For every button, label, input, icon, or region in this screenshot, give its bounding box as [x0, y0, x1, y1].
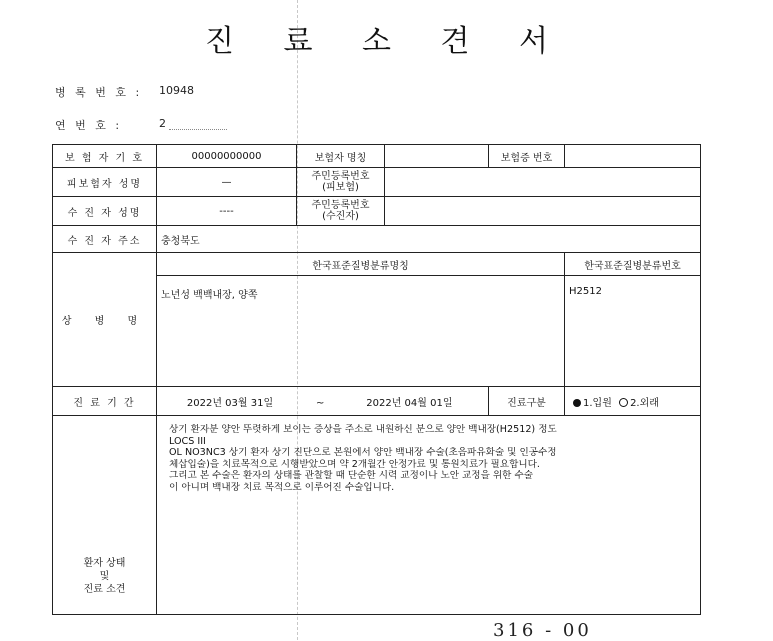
patient-address-label: 수 진 자 주소: [53, 226, 157, 253]
inpatient-option-label: 1.입원: [583, 397, 612, 409]
kcd-code-header: 한국표준질병분류번호: [565, 253, 701, 276]
insurer-code-value: 00000000000: [157, 145, 297, 168]
insurer-code-label: 보 험 자 기 호: [53, 145, 157, 168]
findings-line: 체삽입술)을 치료목적으로 시행받았으며 약 2개월간 안정가료 및 통원치료가 필요합니다.: [169, 458, 540, 470]
findings-line: 상기 환자분 양안 뚜렷하게 보이는 증상을 주소로 내원하신 분으로 양안 백내장(H2512) 정도: [169, 424, 557, 435]
diagnosis-header-row: [53, 253, 701, 276]
document-title: 진 료 소 견 서: [204, 24, 569, 59]
serial-number-label: 연 번 호 :: [55, 119, 123, 132]
findings-label: 환자 상태 및 진료 소견: [53, 416, 157, 615]
inpatient-radio: [573, 399, 581, 407]
patient-address-value: 충청북도: [157, 226, 701, 253]
medical-certificate-form: [52, 144, 701, 615]
stamp-number: 316 - 00: [493, 620, 592, 641]
period-row: [53, 387, 701, 416]
patient-name-label: 수 진 자 성명: [53, 197, 157, 226]
findings-line: LOCS III: [169, 435, 206, 447]
patient-rrn-label: 주민등록번호 (수진자): [297, 197, 385, 226]
serial-number-value: 2: [159, 117, 227, 130]
insured-rrn-label: 주민등록번호 (피보험): [297, 168, 385, 197]
period-from: 2022년 03월 31일: [186, 397, 274, 409]
period-to: 2022년 04월 01일: [366, 397, 453, 409]
findings-text: [157, 416, 701, 615]
diagnosis-name-value: 노년성 백백내장, 양쪽: [157, 276, 565, 387]
serial-number-row: [55, 117, 166, 133]
diagnosis-code-value: H2512: [565, 276, 701, 387]
insured-name-label: 피보험자 성명: [53, 168, 157, 197]
insured-name-value: —: [157, 168, 297, 197]
insurer-row: [53, 145, 701, 168]
care-type-options: [565, 387, 701, 416]
care-type-label: 진료구분: [489, 387, 565, 416]
patient-name-value: ----: [157, 197, 297, 226]
period-separator: ~: [315, 397, 325, 409]
findings-line: 이 아니며 백내장 치료 목적으로 이루어진 수술입니다.: [169, 481, 395, 493]
insured-row: [53, 168, 701, 197]
patient-rrn-value: [385, 197, 701, 226]
kcd-name-header: 한국표준질병분류명칭: [157, 253, 565, 276]
period-label: 진 료 기 간: [53, 387, 157, 416]
findings-line: 그리고 본 수술은 환자의 상태를 관찰할 때 단순한 시력 교정이나 노안 교정을 위한 수술: [169, 470, 534, 482]
findings-row: [53, 416, 701, 615]
insurance-number-label: 보험증 번호: [489, 145, 565, 168]
registration-number-label: 병 록 번 호 :: [55, 86, 143, 99]
patient-row: [53, 197, 701, 226]
diagnosis-label: 상 병 명: [53, 253, 157, 387]
registration-number-value: 10948: [159, 84, 194, 97]
outpatient-option-label: 2.외래: [630, 397, 659, 409]
period-value: [157, 387, 489, 416]
address-row: [53, 226, 701, 253]
insurer-name-label: 보험자 명칭: [297, 145, 385, 168]
outpatient-radio: [619, 398, 628, 407]
insurer-name-value: [385, 145, 489, 168]
registration-number-row: [55, 84, 194, 100]
findings-line: OL NO3NC3 상기 환자 상기 진단으로 본원에서 양안 백내장 수술(초음파유화술 및 인공수정: [169, 447, 557, 459]
insurance-number-value: [565, 145, 701, 168]
insured-rrn-value: [385, 168, 701, 197]
